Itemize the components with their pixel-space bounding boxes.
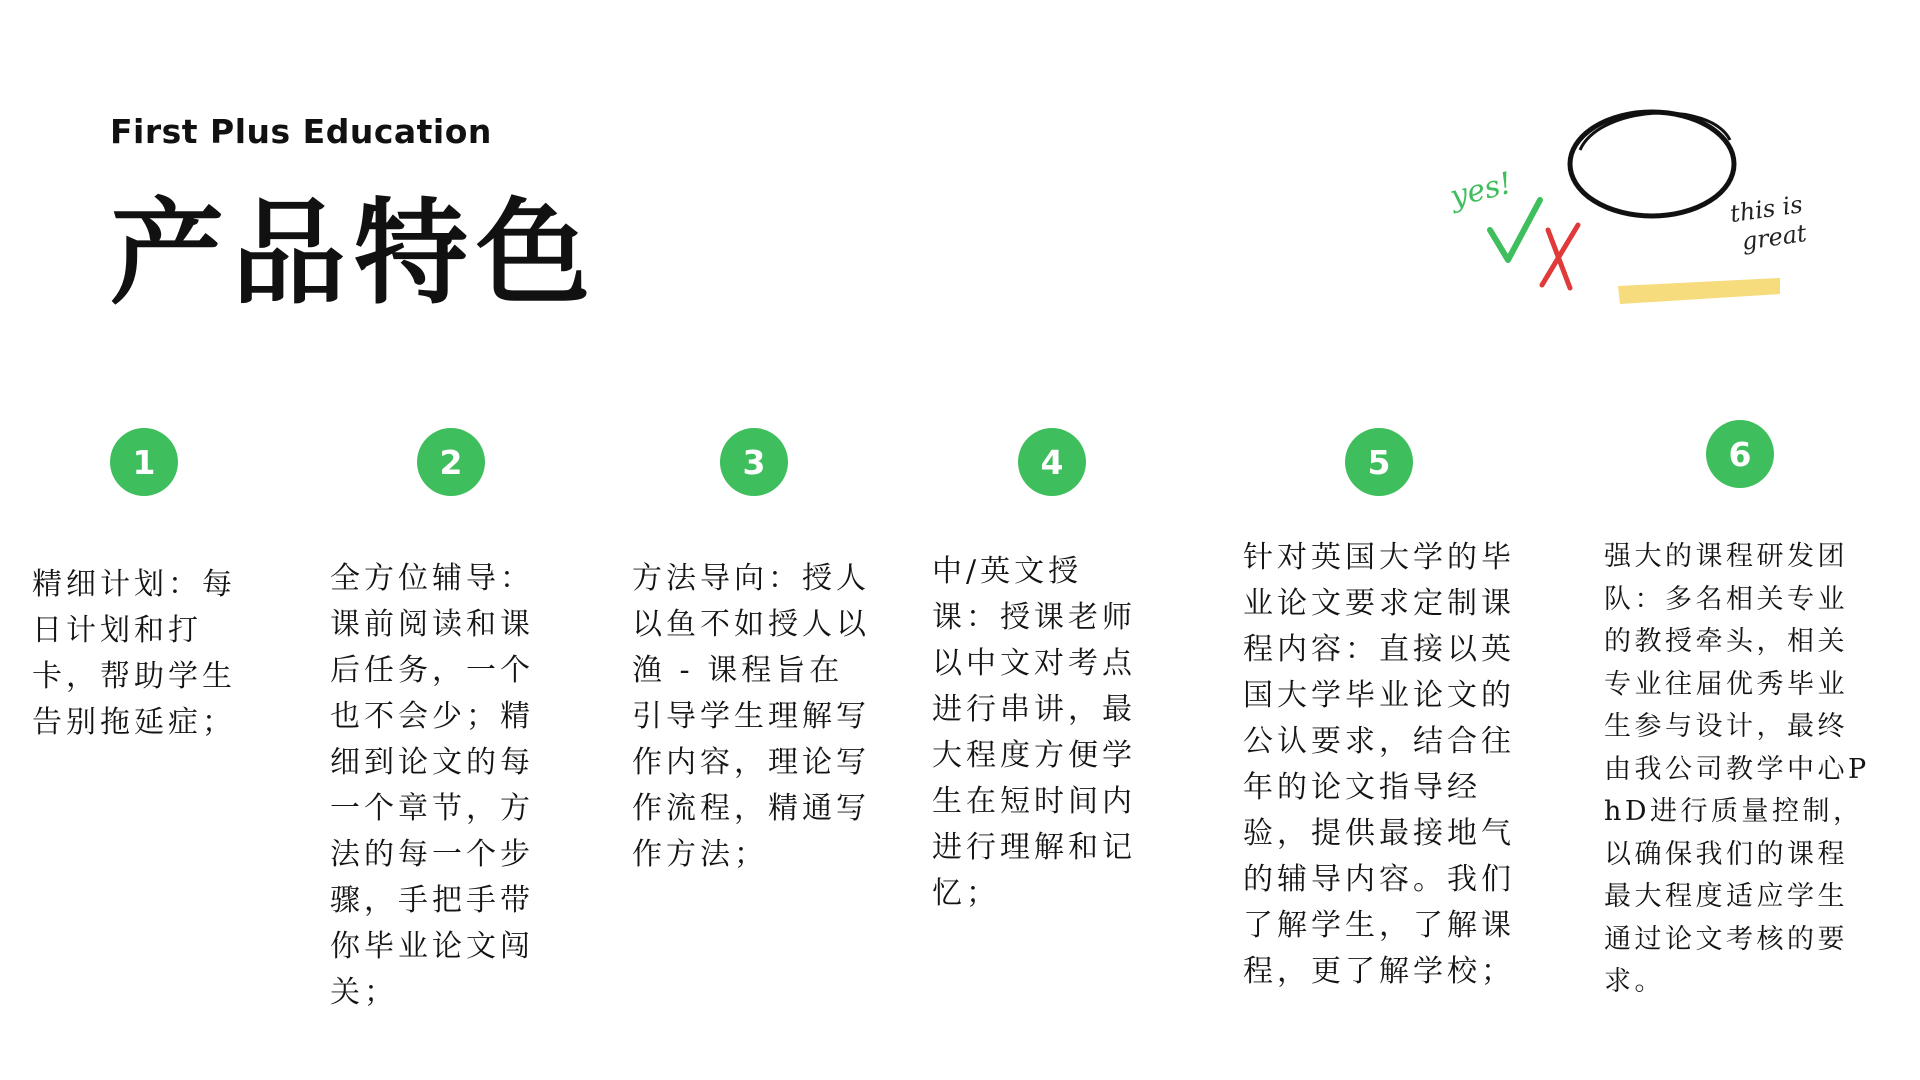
page-title: 产品特色: [110, 186, 599, 320]
feature-description: 针对英国大学的毕业论文要求定制课程内容：直接以英国大学毕业论文的公认要求，结合往年的论文指导经验，提供最接地气的辅导内容。我们了解学生，了解课程，更了解学校；: [1243, 540, 1515, 989]
brand-name: First Plus Education: [110, 112, 492, 151]
hand-drawn-circle: [1570, 112, 1734, 216]
highlight-stroke: [1618, 278, 1780, 304]
feature-number-badge: 2: [417, 428, 485, 496]
yes-text: yes!: [1446, 165, 1516, 215]
feature-description: 中/英文授课：授课老师以中文对考点进行串讲，最大程度方便学生在短时间内进行理解和记忆；: [932, 554, 1136, 911]
feature-number-badge: 3: [720, 428, 788, 496]
feature-number-badge: 4: [1018, 428, 1086, 496]
feature-description: 精细计划：每日计划和打卡，帮助学生告别拖延症；: [32, 567, 236, 740]
check-icon: [1490, 200, 1540, 260]
cross-icon: [1542, 225, 1578, 288]
note-text-line2: great: [1740, 219, 1809, 256]
feature-number-badge: 1: [110, 428, 178, 496]
feature-description: 强大的课程研发团队：多名相关专业的教授牵头，相关专业往届优秀毕业生参与设计，最终由我公司教学中心PhD进行质量控制，以确保我们的课程最大程度适应学生通过论文考核的要求。: [1604, 541, 1870, 997]
note-text-line1: this is: [1728, 190, 1805, 229]
decoration-illustration: [1430, 100, 1830, 320]
feature-description: 方法导向：授人以鱼不如授人以渔 - 课程旨在引导学生理解写作内容，理论写作流程，精通写作方法；: [632, 561, 870, 872]
feature-description: 全方位辅导：课前阅读和课后任务，一个也不会少；精细到论文的每一个章节，方法的每一个步骤，手把手带你毕业论文闯关；: [330, 561, 534, 1010]
feature-number-badge: 5: [1345, 428, 1413, 496]
feature-number-badge: 6: [1706, 420, 1774, 488]
